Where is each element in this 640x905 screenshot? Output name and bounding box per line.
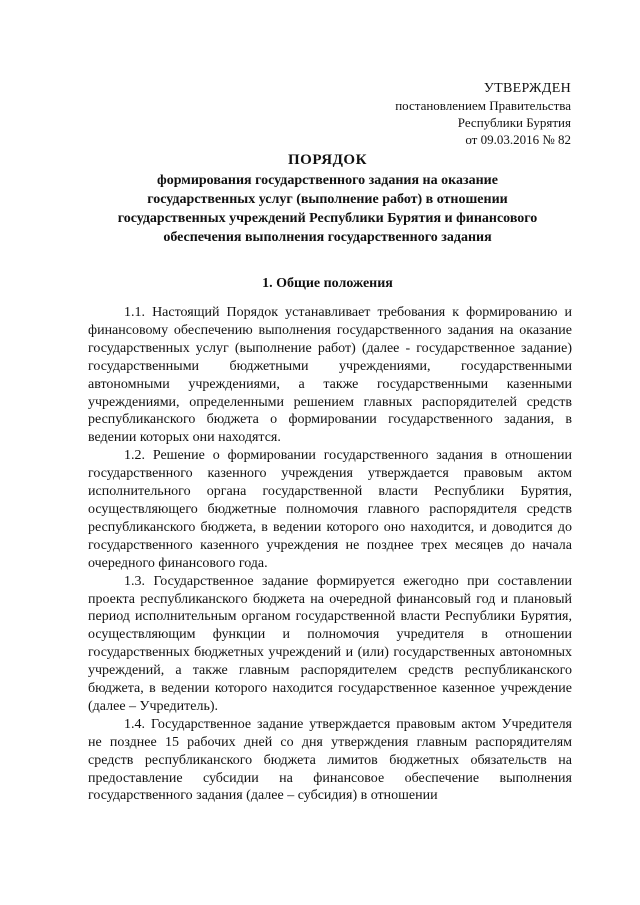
paragraph: 1.4. Государственное задание утверждается правовым актом Учредителя не позднее 15 рабочих дней со дня утверждения главным распорядителям средств республиканского бюджета лимитов бюджетных обязательств на предоставление субсидии на финансовое обеспечение выполнения государственного задания (далее – субсидия) в отношении (88, 716, 572, 804)
approval-date-number: от 09.03.2016 № 82 (465, 132, 571, 147)
document-title: ПОРЯДОК (288, 152, 367, 168)
document-body (88, 304, 572, 805)
document-subtitle (80, 171, 575, 247)
document-title-block (80, 150, 575, 247)
approval-stamp (300, 80, 571, 148)
document-subtitle-line: обеспечения выполнения государственного задания (163, 230, 492, 245)
section-heading: 1. Общие положения (262, 276, 393, 291)
document-subtitle-line: государственных услуг (выполнение работ) в отношении (147, 192, 508, 207)
document-subtitle-line: государственных учреждений Республики Бурятия и финансового (117, 211, 538, 226)
paragraph: 1.2. Решение о формировании государственного задания в отношении государственного казенного учреждения утверждается правовым актом исполнительного органа государственной власти Республики Бурятия, осуществляющего бюджетные полномочия главного распорядителя средств республиканского бюджета, в ведении которого оно находится, и доводится до государственного казенного учреждения не позднее трех месяцев до начала очередного финансового года. (88, 448, 572, 571)
approval-heading: УТВЕРЖДЕН (483, 81, 571, 96)
paragraph: 1.3. Государственное задание формируется ежегодно при составлении проекта республиканского бюджета на очередной финансовый год и плановый период исполнительным органом государственной власти Республики Бурятия, осуществляющим функции и полномочия учредителя в отношении государственных бюджетных учреждений и (или) государственных автономных учреждений, а также главным распорядителем средств республиканского бюджета, в ведении которого находится государственное казенное учреждение (далее – Учредитель). (88, 573, 572, 714)
document-subtitle-line: формирования государственного задания на оказание (157, 173, 498, 188)
approval-decree: постановлением Правительства (395, 98, 571, 113)
paragraph: 1.1. Настоящий Порядок устанавливает требования к формированию и финансовому обеспечению выполнения государственного задания на оказание государственных услуг (выполнение работ) (далее - государственное задание) государственными бюджетными учреждениями, государственными автономными учреждениями, а также государственными казенными учреждениями, определенными решением главных распорядителей средств республиканского бюджета о формировании государственного задания, в ведении которых они находятся. (88, 305, 572, 446)
approval-government: Республики Бурятия (457, 115, 571, 130)
